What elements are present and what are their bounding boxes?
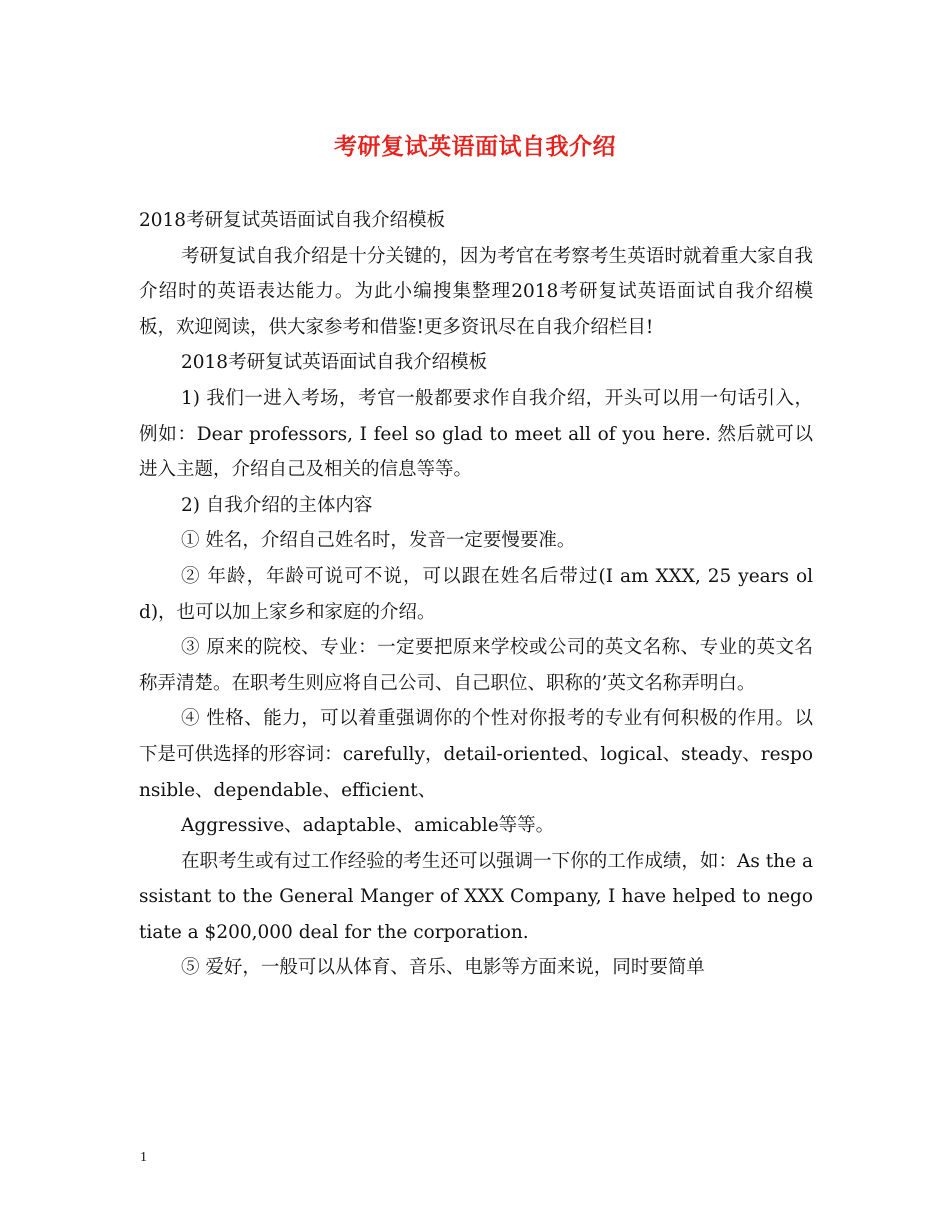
body-paragraph: ① 姓名，介绍自己姓名时，发音一定要慢要准。 bbox=[181, 530, 576, 552]
body-paragraph: 2018考研复试英语面试自我介绍模板 bbox=[181, 352, 488, 374]
body-paragraph: 1) 我们一进入考场，考官一般都要求作自我介绍，开头可以用一句话引入，例如：Dear professors, I feel so glad to meet all of you here. 然后就可以进入主题，介绍自己及相关的信息等等。 bbox=[139, 387, 813, 481]
body-paragraph: Aggressive、adaptable、amicable等等。 bbox=[181, 815, 555, 837]
body-paragraph: 考研复试自我介绍是十分关键的，因为考官在考察考生英语时就着重大家自我介绍时的英语表达能力。为此小编搜集整理2018考研复试英语面试自我介绍模板，欢迎阅读，供大家参考和借鉴!更多资讯尽在自我介绍栏目! bbox=[139, 245, 813, 338]
body-paragraph: 2) 自我介绍的主体内容 bbox=[181, 494, 373, 516]
body-paragraph: 2018考研复试英语面试自我介绍模板 bbox=[139, 210, 446, 231]
body-paragraph: 在职考生或有过工作经验的考生还可以强调一下你的工作成绩，如：As the assistant to the General Manger of XXX Company, I have helped to negotiate a $200,000 deal for the corporation. bbox=[139, 850, 813, 943]
document-body bbox=[139, 203, 813, 986]
document-title: 考研复试英语面试自我介绍 bbox=[334, 133, 616, 160]
body-paragraph: ⑤ 爱好，一般可以从体育、音乐、电影等方面来说，同时要简单 bbox=[181, 957, 705, 979]
body-paragraph: ② 年龄，年龄可说可不说，可以跟在姓名后带过(I am XXX, 25 years old)，也可以加上家乡和家庭的介绍。 bbox=[139, 565, 813, 623]
body-paragraph: ③ 原来的院校、专业：一定要把原来学校或公司的英文名称、专业的英文名称弄清楚。在职考生则应将自己公司、自己职位、职称的’英文名称弄明白。 bbox=[139, 637, 813, 694]
page-number: 1 bbox=[140, 1150, 147, 1165]
body-paragraph: ④ 性格、能力，可以着重强调你的个性对你报考的专业有何积极的作用。以下是可供选择的形容词：carefully，detail-oriented、logical、steady、responsible、dependable、efficient、 bbox=[139, 708, 813, 801]
